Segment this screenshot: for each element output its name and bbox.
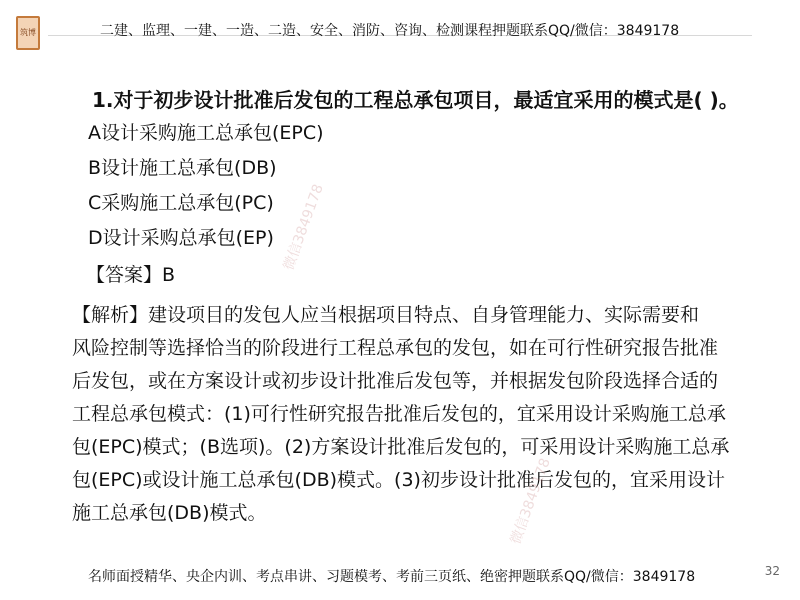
analysis-line: 包(EPC)或设计施工总承包(DB)模式。(3)初步设计批准后发包的，宜采用设计 [72, 469, 725, 491]
analysis-line: 风险控制等选择恰当的阶段进行工程总承包的发包，如在可行性研究报告批准 [72, 337, 719, 359]
analysis-line: 工程总承包模式：(1)可行性研究报告批准后发包的，宜采用设计采购施工总承 [72, 403, 726, 425]
footer-banner: 名师面授精华、央企内训、考点串讲、习题模考、考前三页纸、绝密押题联系QQ/微信：3849178 [88, 569, 696, 585]
analysis-paragraph [72, 299, 762, 530]
answer-line: 【答案】B [86, 264, 176, 286]
analysis-line: 施工总承包(DB)模式。 [72, 502, 267, 524]
analysis-line: 后发包，或在方案设计或初步设计批准后发包等，并根据发包阶段选择合适的 [72, 370, 719, 392]
option-a: A设计采购施工总承包(EPC) [88, 122, 324, 144]
watermark: 微信3849178 [280, 182, 327, 273]
option-b: B设计施工总承包(DB) [88, 157, 277, 179]
option-d: D设计采购总承包(EP) [88, 227, 274, 249]
page-number: 32 [764, 564, 780, 578]
analysis-line: 包(EPC)模式；(B选项)。(2)方案设计批准后发包的，可采用设计采购施工总承 [72, 436, 730, 458]
watermark: 微信3849178 [507, 456, 554, 547]
question-title: 1.对于初步设计批准后发包的工程总承包项目，最适宜采用的模式是( )。 [92, 88, 739, 112]
header-banner: 二建、监理、一建、一造、二造、安全、消防、咨询、检测课程押题联系QQ/微信：3849178 [100, 23, 680, 39]
analysis-line: 【解析】建设项目的发包人应当根据项目特点、自身管理能力、实际需要和 [72, 304, 700, 326]
logo [16, 16, 40, 50]
logo-text: 筑博 [20, 28, 36, 37]
option-c: C采购施工总承包(PC) [88, 192, 274, 214]
